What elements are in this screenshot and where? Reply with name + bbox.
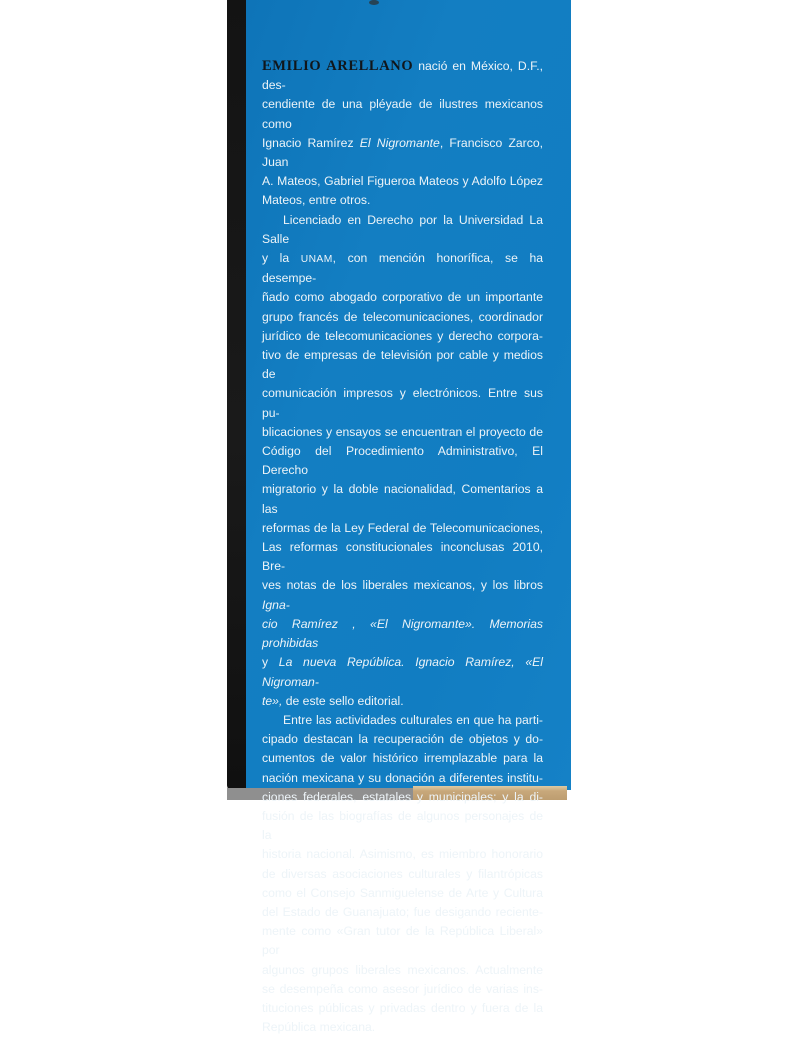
text-segment: nación mexicana y su donación a diferentes institu- — [262, 770, 543, 785]
text-line — [262, 1018, 543, 1037]
text-line — [262, 211, 543, 249]
text-segment: te», — [262, 693, 283, 708]
text-line — [262, 711, 543, 730]
text-segment: y la — [262, 251, 301, 266]
text-segment: reformas de la Ley Federal de Telecomunicaciones, — [262, 520, 543, 535]
text-segment: grupo francés de telecomunicaciones, coordinador — [262, 309, 543, 324]
text-line — [262, 480, 543, 518]
text-line — [262, 384, 543, 422]
text-line — [262, 327, 543, 346]
text-segment: jurídico de telecomunicaciones y derecho corpora- — [262, 328, 543, 343]
text-line — [262, 423, 543, 442]
text-line — [262, 749, 543, 768]
text-line — [262, 653, 543, 691]
text-line — [262, 922, 543, 960]
text-segment: cumentos de valor histórico irremplazable para la — [262, 751, 543, 766]
text-line — [262, 903, 543, 922]
text-line — [262, 769, 543, 788]
text-segment: A. Mateos, Gabriel Figueroa Mateos y Adolfo López — [262, 174, 543, 189]
text-segment: historia nacional. Asimismo, es miembro honorario — [262, 847, 543, 862]
text-line — [262, 172, 543, 191]
text-segment: Igna- — [262, 597, 290, 612]
text-line — [262, 442, 543, 480]
text-segment: Las reformas constitucionales inconclusas 2010, Bre- — [262, 540, 543, 574]
text-line — [262, 980, 543, 999]
text-segment: mente como «Gran tutor de la República Liberal» por — [262, 924, 543, 958]
text-segment: nació en México, D.F., des- — [262, 59, 543, 93]
text-line — [262, 346, 543, 384]
text-segment: tivo de empresas de televisión por cable y medios de — [262, 348, 543, 382]
text-segment: y — [262, 655, 279, 670]
text-line — [262, 845, 543, 864]
text-segment: como el Consejo Sanmiguelense de Arte y Cultura — [262, 885, 543, 900]
text-line — [262, 807, 543, 845]
dust-speck — [369, 0, 379, 5]
text-segment: cio Ramírez , «El Nigromante». Memorias prohibidas — [262, 616, 543, 651]
text-segment: del Estado de Guanajuato; fue desigando reciente- — [262, 904, 543, 919]
text-segment: Ignacio Ramírez — [262, 135, 360, 150]
text-line — [262, 884, 543, 903]
text-line — [262, 288, 543, 307]
text-segment: Mateos, entre otros. — [262, 193, 371, 208]
text-segment: de este sello editorial. — [282, 693, 404, 708]
text-segment: , Francisco Zarco, Juan — [262, 135, 543, 170]
text-line — [262, 191, 543, 210]
book-spine-edge — [227, 0, 247, 791]
text-segment: ciones federales, estatales y municipales; y la di- — [262, 789, 543, 804]
text-segment: migratorio y la doble nacionalidad, Comentarios a las — [262, 482, 543, 516]
text-segment: República mexicana. — [262, 1020, 376, 1035]
text-line — [262, 576, 543, 614]
text-segment: El Nigromante — [359, 135, 440, 150]
text-segment: ñado como abogado corporativo de un importante — [262, 290, 543, 305]
flap-text — [262, 57, 543, 1037]
text-line — [262, 692, 543, 711]
text-segment: Licenciado en Derecho por la Universidad La Salle — [262, 212, 543, 246]
text-segment: La nueva República. Ignacio Ramírez, «El Nigroman- — [262, 655, 543, 689]
flap-heading: EMILIO ARELLANO — [262, 58, 414, 74]
text-line — [262, 999, 543, 1018]
text-line — [262, 961, 543, 980]
text-segment: se desempeña como asesor jurídico de varias ins- — [262, 981, 543, 996]
text-segment: Entre las actividades culturales en que ha parti- — [283, 712, 543, 727]
text-segment: cipado destacan la recuperación de objetos y do- — [262, 732, 543, 747]
text-segment: fusión de las biografías de algunos personajes de la — [262, 808, 543, 843]
text-line — [262, 538, 543, 576]
text-segment: comunicación impresos y electrónicos. Entre sus pu- — [262, 386, 543, 420]
text-segment: tituciones públicas y privadas dentro y fuera de la — [262, 1000, 543, 1015]
text-segment: Código del Procedimiento Administrativo, El Derecho — [262, 444, 543, 478]
text-line — [262, 249, 543, 288]
text-line — [262, 730, 543, 749]
text-line — [262, 308, 543, 327]
text-line — [262, 788, 543, 807]
text-segment: blicaciones y ensayos se encuentran el proyecto de — [262, 424, 543, 439]
text-segment: de diversas asociaciones culturales y filantrópicas — [262, 866, 543, 881]
text-line — [262, 134, 543, 172]
text-segment: ves notas de los liberales mexicanos, y los libros — [262, 578, 543, 593]
text-line — [262, 57, 543, 95]
text-line — [262, 865, 543, 884]
text-segment: , con mención honorífica, se ha desempe- — [262, 251, 544, 286]
text-line — [262, 615, 543, 653]
text-segment: cendiente de una pléyade de ilustres mexicanos como — [262, 97, 543, 131]
text-segment: UNAM — [300, 254, 333, 266]
text-segment: algunos grupos liberales mexicanos. Actualmente — [262, 962, 543, 977]
text-line — [262, 95, 543, 133]
text-line — [262, 519, 543, 538]
